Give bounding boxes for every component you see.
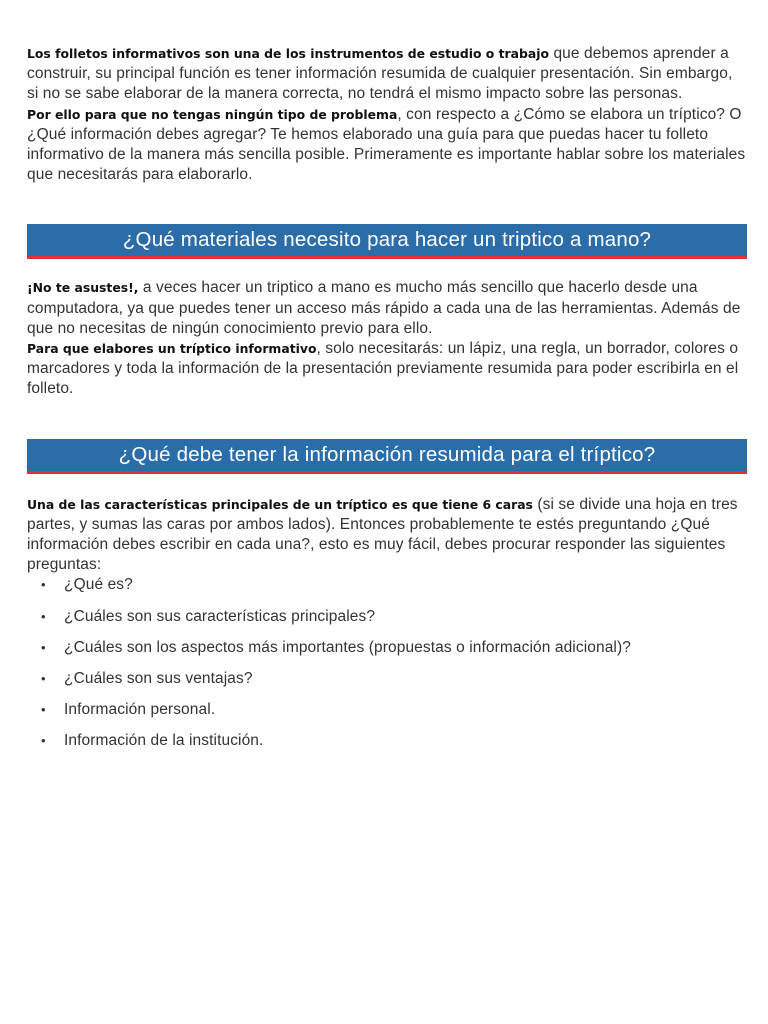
questions-list <box>27 575 747 751</box>
bullet-icon: • <box>41 733 46 749</box>
list-item-text: ¿Qué es? <box>64 576 133 594</box>
list-item-text: ¿Cuáles son sus ventajas? <box>64 670 253 688</box>
bullet-icon: • <box>41 577 46 593</box>
summary-paragraph <box>27 495 747 576</box>
materials-paragraph-2 <box>27 339 747 400</box>
list-item <box>27 669 747 689</box>
bullet-icon: • <box>41 671 46 687</box>
intro-paragraph-1 <box>27 44 747 105</box>
intro-paragraph-2-text: , con respecto a ¿Cómo se elabora un tríptico? O ¿Qué información debes agregar? Te hemos elaborado una guía para que puedas hacer tu folleto informativo de la manera más sencilla posible. Primeramente es importante hablar sobre los materiales que necesitarás para elaborarlo. <box>27 105 746 184</box>
materials-paragraph-2-text: , solo necesitarás: un lápiz, una regla, un borrador, colores o marcadores y toda la información de la presentación previamente resumida para poder escribirla en el folleto. <box>27 340 739 398</box>
list-item <box>27 638 747 658</box>
intro-paragraph-2-bold: Por ello para que no tengas ningún tipo de problema <box>27 106 398 122</box>
summary-paragraph-text: (si se divide una hoja en tres partes, y sumas las caras por ambos lados). Entonces probablemente te estés preguntando ¿Qué información debes escribir en cada una?, esto es muy fácil, debes procurar responder las siguientes preguntas: <box>27 495 738 574</box>
list-item <box>27 700 747 720</box>
list-item <box>27 575 747 595</box>
materials-paragraph-1-bold: ¡No te asustes!, <box>27 280 139 296</box>
section-heading-summary: ¿Qué debe tener la información resumida para el tríptico? <box>27 439 747 474</box>
materials-paragraph-2-bold: Para que elabores un tríptico informativo <box>27 341 317 357</box>
list-item-text: ¿Cuáles son los aspectos más importantes (propuestas o información adicional)? <box>64 638 631 656</box>
materials-paragraph-1-text: a veces hacer un triptico a mano es mucho más sencillo que hacerlo desde una computadora, ya que puedes tener un acceso más rápido a cada una de las herramientas. Además de que no necesitas de ningún conocimiento previo para ello. <box>27 279 741 337</box>
intro-paragraph-1-text: que debemos aprender a construir, su principal función es tener información resumida de cualquier presentación. Sin embargo, si no se sabe elaborar de la manera correcta, no tendrá el mismo impacto sobre las personas. <box>27 45 733 103</box>
materials-paragraph-1 <box>27 278 747 339</box>
intro-paragraph-2 <box>27 105 747 186</box>
intro-paragraph-1-bold: Los folletos informativos son una de los instrumentos de estudio o trabajo <box>27 46 550 61</box>
bullet-icon: • <box>41 639 46 655</box>
list-item <box>27 731 747 751</box>
section-heading-materials: ¿Qué materiales necesito para hacer un triptico a mano? <box>27 224 747 259</box>
summary-paragraph-bold: Una de las características principales de un tríptico es que tiene 6 caras <box>27 496 533 512</box>
list-item-text: Información personal. <box>64 701 216 719</box>
list-item <box>27 607 747 627</box>
bullet-icon: • <box>41 608 46 624</box>
list-item-text: Información de la institución. <box>64 732 264 750</box>
bullet-icon: • <box>41 702 46 718</box>
document-page <box>27 44 747 763</box>
list-item-text: ¿Cuáles son sus características principales? <box>64 607 376 625</box>
